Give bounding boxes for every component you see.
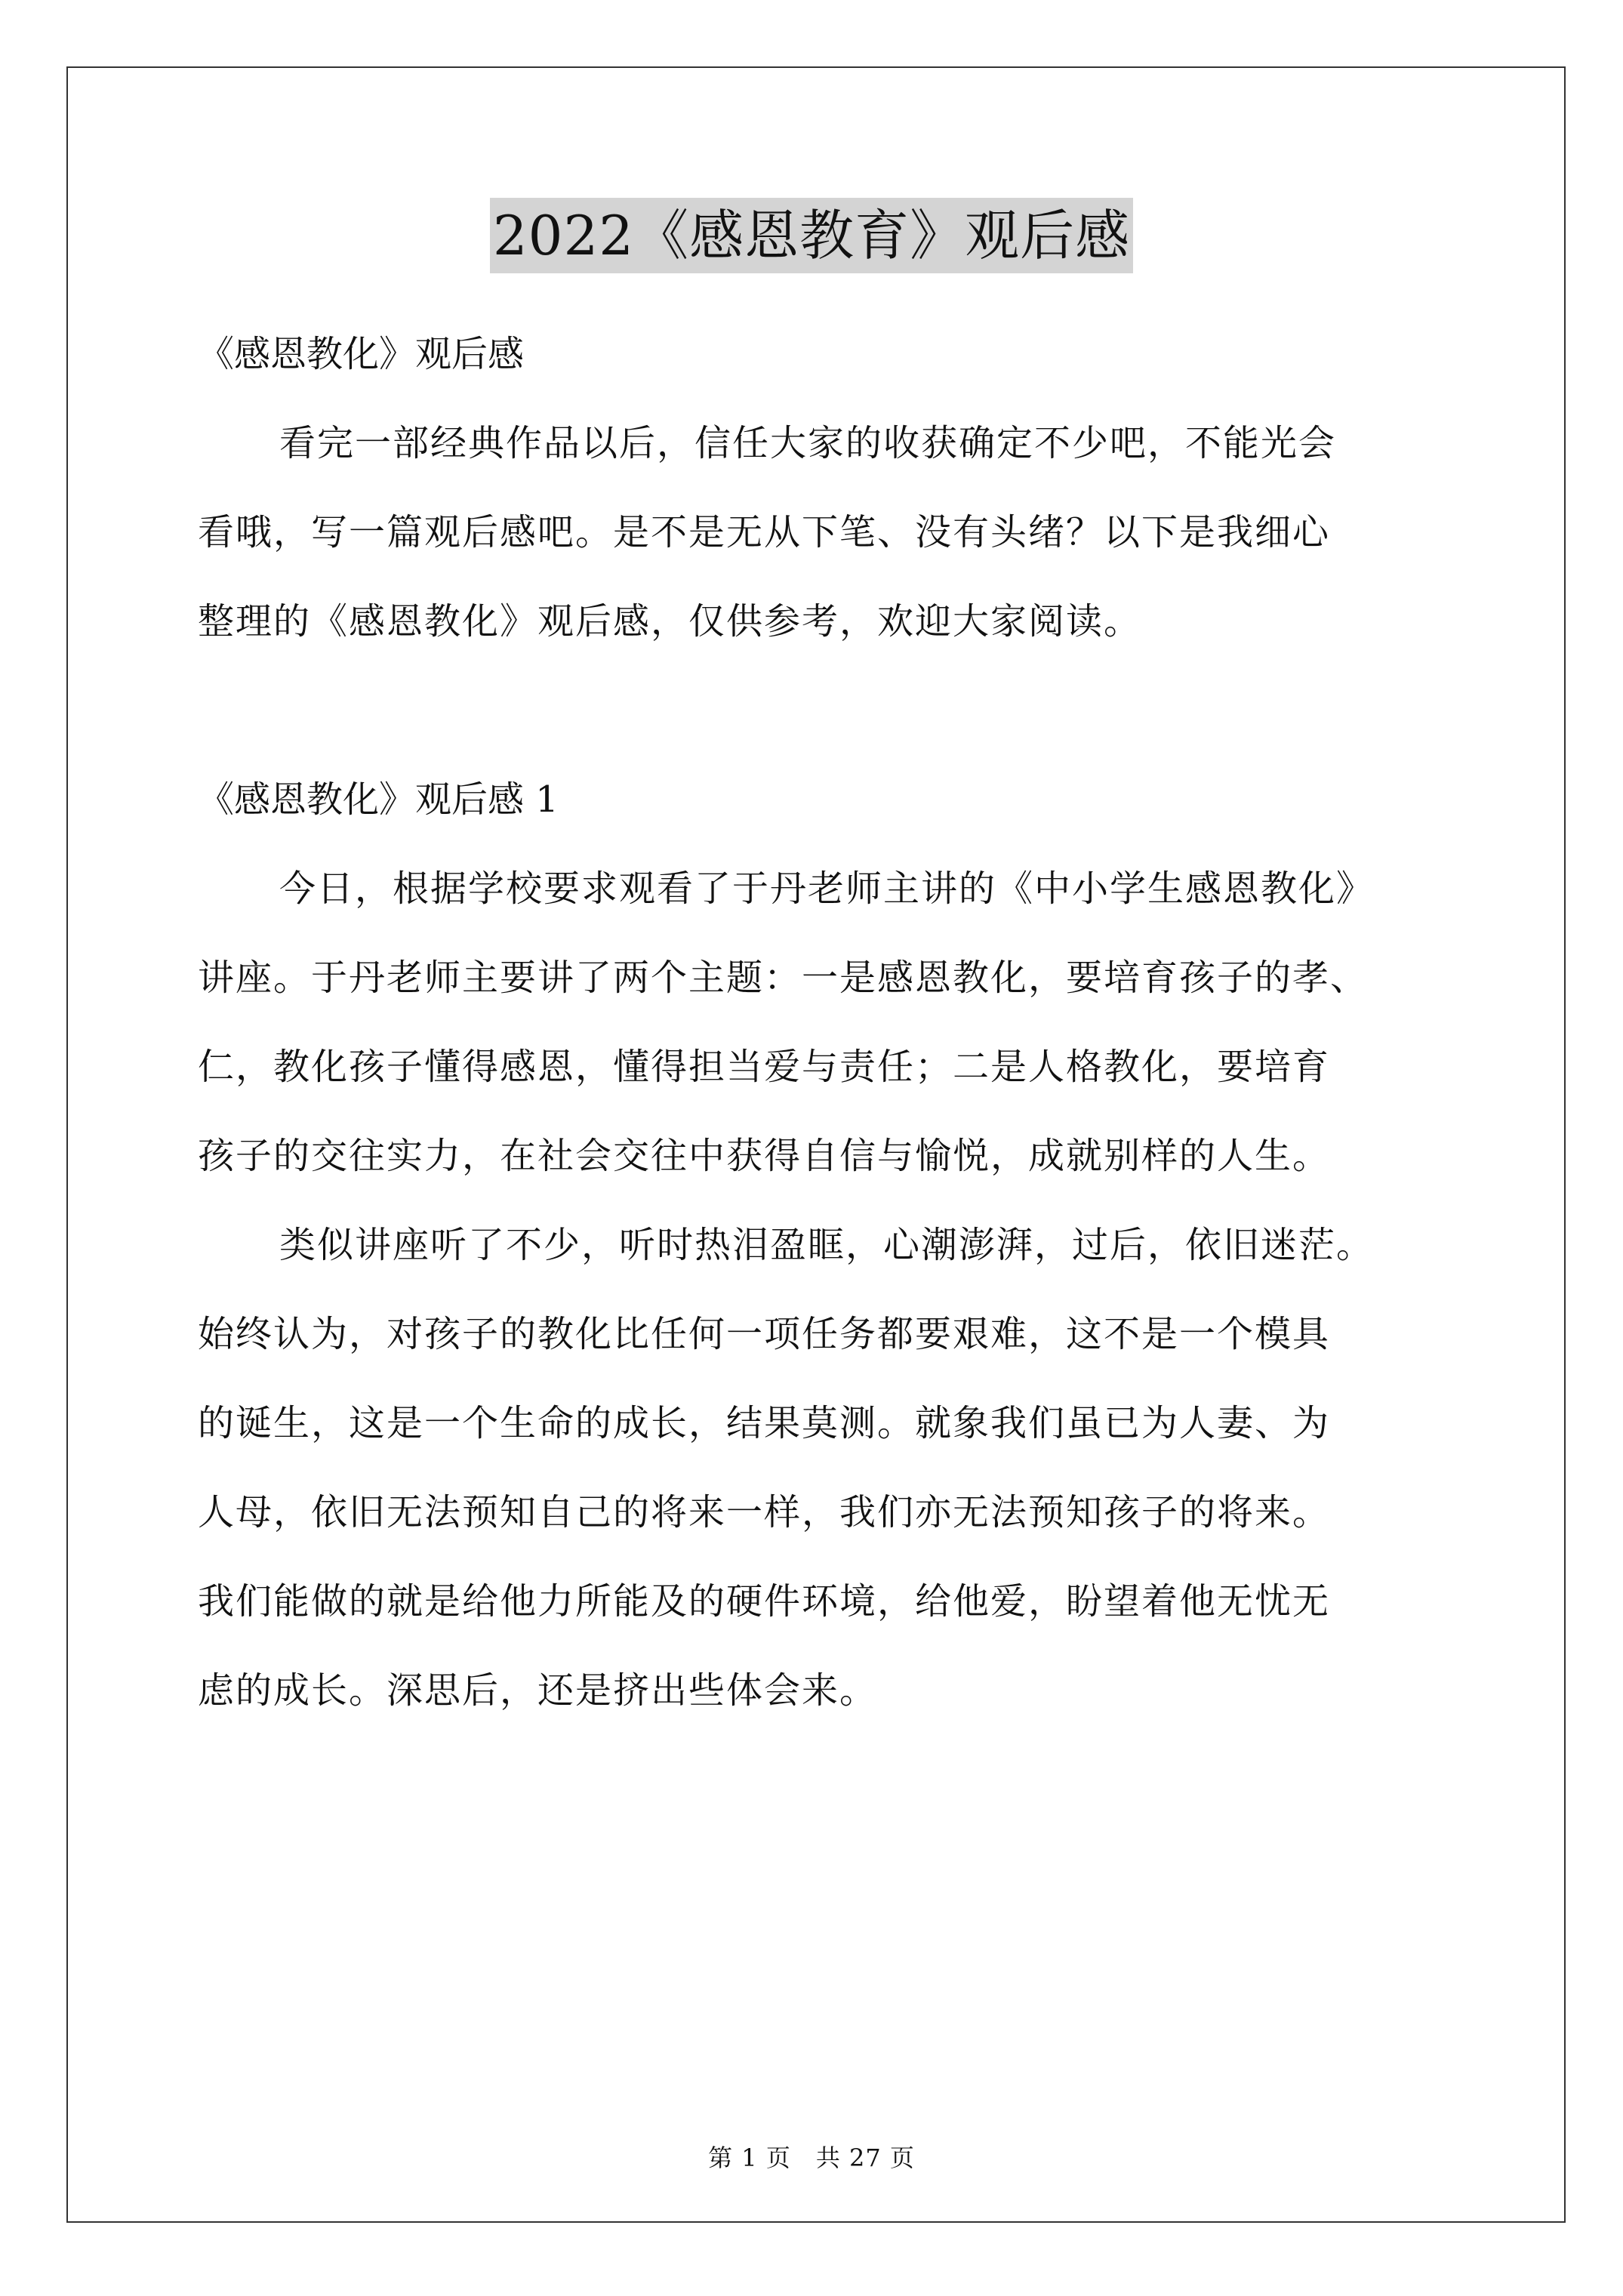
blank-line [198, 666, 1436, 755]
paragraph1-line: 讲座。于丹老师主要讲了两个主题：一是感恩教化，要培育孩子的孝、 [198, 957, 1369, 999]
paragraph2-line: 类似讲座听了不少，听时热泪盈眶，心潮澎湃，过后，依旧迷茫。 [279, 1224, 1375, 1266]
paragraph1-line: 仁，教化孩子懂得感恩，懂得担当爱与责任；二是人格教化，要培育 [198, 1046, 1331, 1088]
paragraph1-line: 今日，根据学校要求观看了于丹老师主讲的《中小学生感恩教化》 [279, 868, 1375, 910]
paragraph2-line: 始终认为，对孩子的教化比任何一项任务都要艰难，这不是一个模具 [198, 1313, 1331, 1355]
intro-line: 整理的《感恩教化》观后感，仅供参考，欢迎大家阅读。 [198, 600, 1142, 643]
paragraph2-line: 的诞生，这是一个生命的成长，结果莫测。就象我们虽已为人妻、为 [198, 1402, 1331, 1444]
subtitle: 《感恩教化》观后感 [198, 333, 525, 375]
section-heading: 《感恩教化》观后感 1 [198, 778, 559, 821]
title-container [0, 198, 1623, 273]
document-body [198, 310, 1436, 1735]
intro-line: 看哦，写一篇观后感吧。是不是无从下笔、没有头绪？以下是我细心 [198, 511, 1331, 553]
paragraph2-line: 人母，依旧无法预知自己的将来一样，我们亦无法预知孩子的将来。 [198, 1491, 1331, 1533]
intro-line: 看完一部经典作品以后，信任大家的收获确定不少吧，不能光会 [279, 422, 1337, 464]
paragraph2-line: 我们能做的就是给他力所能及的硬件环境，给他爱，盼望着他无忧无 [198, 1580, 1331, 1623]
document-title: 2022《感恩教育》观后感 [490, 198, 1133, 273]
paragraph2-line: 虑的成长。深思后，还是挤出些体会来。 [198, 1669, 878, 1712]
paragraph1-line: 孩子的交往实力，在社会交往中获得自信与愉悦，成就别样的人生。 [198, 1135, 1331, 1177]
page-footer: 第 1 页 共 27 页 [708, 2143, 915, 2172]
